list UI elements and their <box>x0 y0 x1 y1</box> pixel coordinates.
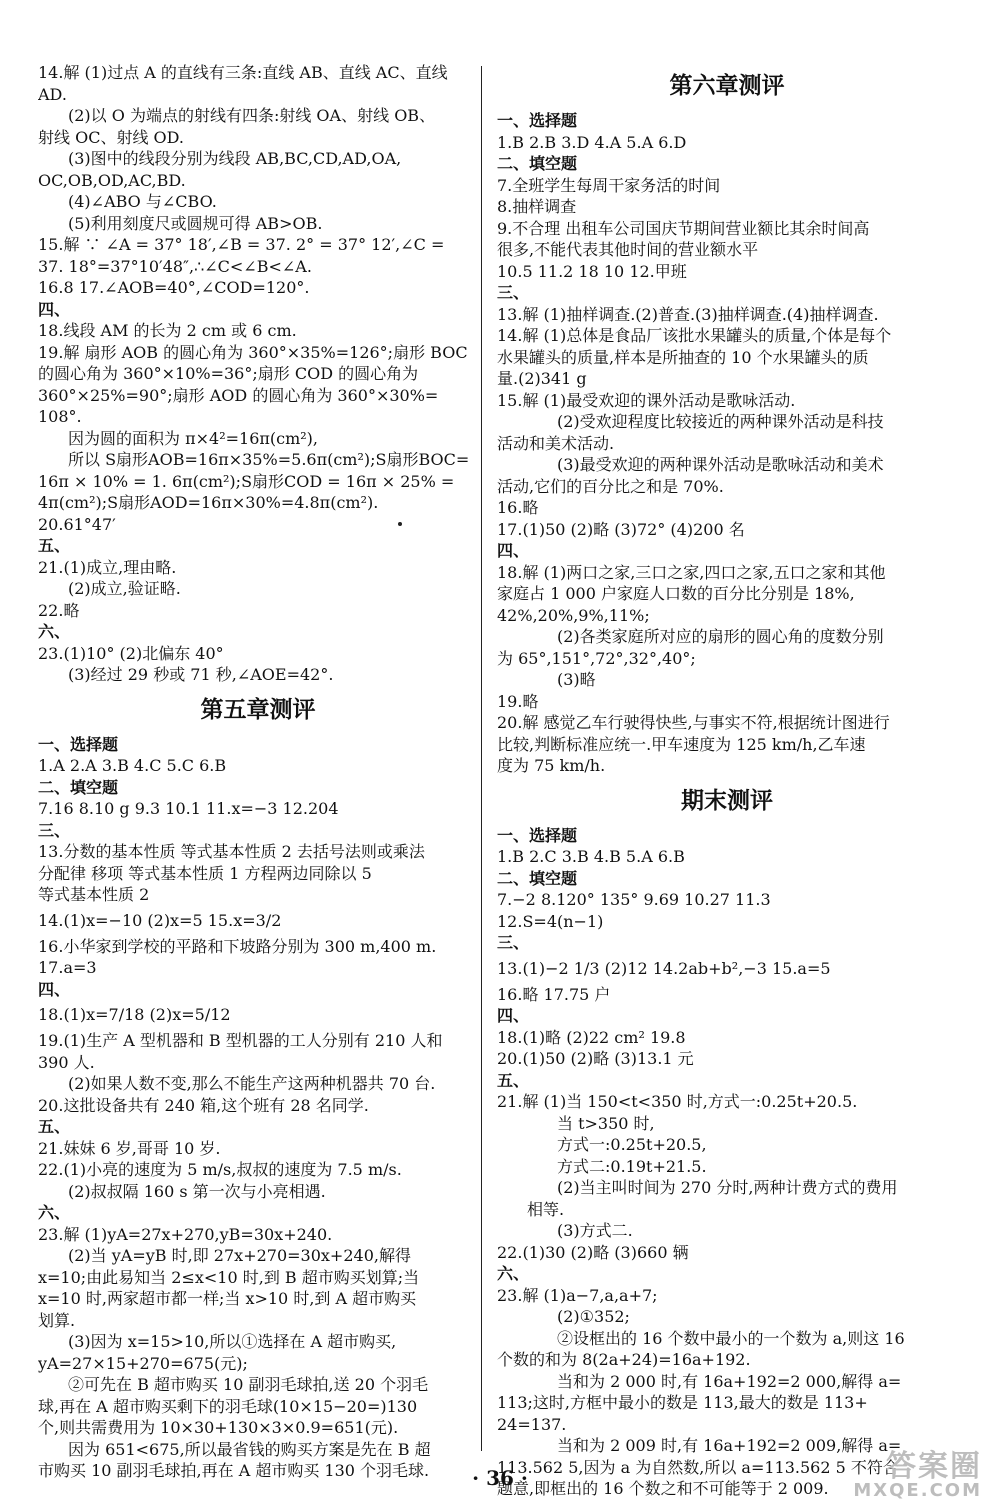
answer-line: 21.妹妹 6 岁,哥哥 10 岁. <box>38 1138 221 1158</box>
answer-line: 16.8 17.∠AOB=40°,∠COD=120°. <box>38 278 310 297</box>
answer-line: 24=137. <box>497 1414 567 1434</box>
answer-line: 7.−2 8.120° 135° 9.69 10.27 11.3 <box>497 890 771 909</box>
answer-line: 23.解 (1)a−7,a,a+7; <box>497 1285 658 1305</box>
answer-line: 23.(1)10° (2)北偏东 40° <box>38 643 224 663</box>
answer-line: (3)方式二. <box>557 1221 633 1240</box>
section-heading: 三、 <box>38 820 71 840</box>
answer-line: (3)因为 x=15>10,所以①选择在 A 超市购买, <box>68 1332 397 1351</box>
section-heading: 五、 <box>38 536 71 555</box>
watermark-logo <box>822 1449 982 1501</box>
answer-line: 1.B 2.B 3.D 4.A 5.A 6.D <box>497 132 687 152</box>
answer-line: (2)叔叔隔 160 s 第一次与小亮相遇. <box>68 1181 326 1201</box>
answer-line: 16.小华家到学校的平路和下坡路分别为 300 m,400 m. <box>38 936 437 956</box>
answer-line: (3)图中的线段分别为线段 AB,BC,CD,AD,OA, <box>68 149 402 168</box>
answer-line: (3)最受欢迎的两种课外活动是歌咏活动和美术 <box>557 455 884 474</box>
answer-line: 当 t>350 时, <box>557 1113 655 1133</box>
section-heading: 六、 <box>38 1203 71 1222</box>
answer-line: 7.16 8.10 g 9.3 10.1 11.x=−3 12.204 <box>38 799 339 818</box>
section-heading: 三、 <box>497 283 530 302</box>
answer-line: ②可先在 B 超市购买 10 副羽毛球拍,送 20 个羽毛 <box>68 1375 429 1394</box>
answer-line: 比较,判断标准应统一.甲车速度为 125 km/h,乙车速 <box>497 734 866 754</box>
answer-line: 度为 75 km/h. <box>497 756 606 775</box>
answer-line: 113;这时,方框中最小的数是 113,最大的数是 113+ <box>497 1393 868 1412</box>
answer-line: 37. 18°=37°10′48″,∴∠C<∠B<∠A. <box>38 256 312 276</box>
answer-line: 20.61°47′ <box>38 514 116 534</box>
answer-line: 1.B 2.C 3.B 4.B 5.A 6.B <box>497 847 685 866</box>
answer-line: 15.解 ∵ ∠A = 37° 18′,∠B = 37. 2° = 37° 12′,∠C = <box>38 235 445 254</box>
left-column <box>38 62 478 1482</box>
answer-line: 19.解 扇形 AOB 的圆心角为 360°×35%=126°;扇形 BOC <box>38 342 468 362</box>
answer-line: 16.略 <box>497 498 539 517</box>
page-number: · 36 · <box>472 1466 528 1490</box>
answer-line: (2)①352; <box>557 1307 630 1326</box>
answer-line: 21.解 (1)当 150<t<350 时,方式一:0.25t+20.5. <box>497 1092 858 1111</box>
column-divider <box>481 66 482 1451</box>
answer-line: ②设框出的 16 个数中最小的一个数为 a,则这 16 <box>557 1328 905 1348</box>
answer-line: (2)受欢迎程度比较接近的两种课外活动是科技 <box>557 412 884 431</box>
answer-line: 所以 S扇形AOB=16π×35%=5.6π(cm²);S扇形BOC= <box>68 450 470 469</box>
answer-line: 因为 651<675,所以最省钱的购买方案是先在 B 超 <box>68 1439 431 1459</box>
chapter-title: 第六章测评 <box>669 73 785 99</box>
answer-line: 水果罐头的质量,样本是所抽查的 10 个水果罐头的质 <box>497 347 869 367</box>
watermark-line2: MXQE.COM <box>853 1480 982 1501</box>
answer-line: 23.解 (1)yA=27x+270,yB=30x+240. <box>38 1224 333 1244</box>
section-heading: 二、填空题 <box>497 154 578 173</box>
section-heading: 二、填空题 <box>497 868 578 888</box>
section-heading: 四、 <box>38 299 71 319</box>
answer-line: 分配律 移项 等式基本性质 1 方程两边同除以 5 <box>38 863 372 883</box>
answer-line: 为 65°,151°,72°,32°,40°; <box>497 648 696 668</box>
answer-line: 10.5 11.2 18 10 12.甲班 <box>497 261 687 281</box>
answer-line: 活动和美术活动. <box>497 433 615 453</box>
answer-line: 360°×25%=90°;扇形 AOD 的圆心角为 360°×30%= <box>38 385 439 405</box>
section-heading: 一、选择题 <box>38 734 119 754</box>
section-heading: 五、 <box>38 1117 71 1136</box>
answer-line: 18.线段 AM 的长为 2 cm 或 6 cm. <box>38 321 297 340</box>
answer-line: 13.解 (1)抽样调查.(2)普查.(3)抽样调查.(4)抽样调查. <box>497 304 879 324</box>
answer-line: 390 人. <box>38 1052 95 1072</box>
answer-line: 17.a=3 <box>38 958 97 977</box>
answer-line: 19.(1)生产 A 型机器和 B 型机器的工人分别有 210 人和 <box>38 1031 443 1050</box>
answer-line: 等式基本性质 2 <box>38 885 150 904</box>
answer-line: 18.(1)x=7/18 (2)x=5/12 <box>38 1005 231 1024</box>
section-heading: 六、 <box>38 622 71 641</box>
answer-line: 42%,20%,9%,11%; <box>497 605 650 625</box>
answer-line: 14.解 (1)总体是食品厂该批水果罐头的质量,个体是每个 <box>497 326 892 345</box>
answer-line: 9.不合理 出租车公司国庆节期间营业额比其余时间高 <box>497 218 870 238</box>
answer-line: x=10;由此易知当 2≤x<10 时,到 B 超市购买划算;当 <box>38 1267 420 1287</box>
answer-line: 方式二:0.19t+21.5. <box>557 1156 707 1176</box>
chapter-title: 期末测评 <box>681 787 773 814</box>
answer-line: (2)各类家庭所对应的扇形的圆心角的度数分别 <box>557 627 884 646</box>
answer-line: 家庭占 1 000 户家庭人口数的百分比分别是 18%, <box>497 584 855 603</box>
chapter-title: 第五章测评 <box>200 696 316 723</box>
answer-line: 4π(cm²);S扇形AOD=16π×30%=4.8π(cm²). <box>38 493 379 512</box>
answer-line: 21.(1)成立,理由略. <box>38 557 177 577</box>
answer-line: 射线 OC、射线 OD. <box>38 127 184 147</box>
answer-line: 个数的和为 8(2a+24)=16a+192. <box>497 1350 751 1369</box>
answer-line: x=10 时,两家超市都一样;当 x>10 时,到 A 超市购买 <box>38 1289 417 1308</box>
answer-line: 22.略 <box>38 600 80 620</box>
answer-line: 14.(1)x=−10 (2)x=5 15.x=3/2 <box>38 910 282 930</box>
answer-line: (3)略 <box>557 670 596 689</box>
answer-line: 划算. <box>38 1310 76 1330</box>
answer-line: 22.(1)小亮的速度为 5 m/s,叔叔的速度为 7.5 m/s. <box>38 1160 402 1179</box>
answer-line: 1.A 2.A 3.B 4.C 5.C 6.B <box>38 756 227 775</box>
answer-line: yA=27×15+270=675(元); <box>38 1353 248 1373</box>
answer-line: 量.(2)341 g <box>497 369 587 388</box>
answer-line: 市购买 10 副羽毛球拍,再在 A 超市购买 130 个羽毛球. <box>38 1461 430 1480</box>
answer-line: 18.(1)略 (2)22 cm² 19.8 <box>497 1027 686 1047</box>
answer-line: 14.解 (1)过点 A 的直线有三条:直线 AB、直线 AC、直线 <box>38 63 448 82</box>
answer-line: 19.略 <box>497 691 539 711</box>
answer-line: (2)成立,验证略. <box>68 579 181 598</box>
answer-line: 113.562 5,因为 a 为自然数,所以 a=113.562 5 不符合 <box>497 1457 899 1477</box>
answer-line: 当和为 2 000 时,有 16a+192=2 000,解得 a= <box>557 1371 902 1391</box>
answer-line: (4)∠ABO 与∠CBO. <box>68 192 217 211</box>
right-column <box>497 62 957 1500</box>
section-heading: 四、 <box>38 979 71 999</box>
stray-dot <box>398 522 402 526</box>
answer-line: 7.全班学生每周干家务活的时间 <box>497 175 721 195</box>
answer-line: OC,OB,OD,AC,BD. <box>38 170 186 190</box>
answer-line: 16π × 10% = 1. 6π(cm²);S扇形COD = 16π × 25% = <box>38 471 455 491</box>
section-heading: 四、 <box>497 541 530 560</box>
answer-line: 17.(1)50 (2)略 (3)72° (4)200 名 <box>497 519 745 539</box>
answer-line: 20.这批设备共有 240 箱,这个班有 28 名同学. <box>38 1095 369 1115</box>
section-heading: 五、 <box>497 1070 530 1090</box>
section-heading: 二、填空题 <box>38 777 119 797</box>
section-heading: 一、选择题 <box>497 111 578 130</box>
answer-line: (2)当主叫时间为 270 分时,两种计费方式的费用 <box>557 1178 898 1197</box>
answer-line: 13.分数的基本性质 等式基本性质 2 去括号法则或乘法 <box>38 842 425 861</box>
answer-line: 很多,不能代表其他时间的营业额水平 <box>497 240 759 259</box>
watermark-line1: 答案圈 <box>886 1449 982 1484</box>
answer-line: 12.S=4(n−1) <box>497 911 604 931</box>
section-heading: 三、 <box>497 933 530 952</box>
section-heading: 四、 <box>497 1006 530 1025</box>
answer-line: 15.解 (1)最受欢迎的课外活动是歌咏活动. <box>497 390 796 410</box>
answer-line: 8.抽样调查 <box>497 197 577 216</box>
answer-line: (2)以 O 为端点的射线有四条:射线 OA、射线 OB、 <box>68 106 436 125</box>
answer-line: 18.解 (1)两口之家,三口之家,四口之家,五口之家和其他 <box>497 562 886 582</box>
answer-line: 因为圆的面积为 π×4²=16π(cm²), <box>68 428 319 448</box>
answer-line: 20.解 感觉乙车行驶得快些,与事实不符,根据统计图进行 <box>497 713 890 732</box>
answer-line: 20.(1)50 (2)略 (3)13.1 元 <box>497 1049 694 1068</box>
answer-line: 当和为 2 009 时,有 16a+192=2 009,解得 a= <box>557 1436 902 1455</box>
answer-line: (5)利用刻度尺或圆规可得 AB>OB. <box>68 213 323 233</box>
answer-line: 题意,即框出的 16 个数之和不可能等于 2 009. <box>497 1479 829 1498</box>
answer-line: 22.(1)30 (2)略 (3)660 辆 <box>497 1242 689 1262</box>
section-heading: 一、选择题 <box>497 825 578 845</box>
answer-line: 的圆心角为 360°×10%=36°;扇形 COD 的圆心角为 <box>38 364 419 383</box>
answer-line: 相等. <box>527 1199 565 1219</box>
answer-line: 球,再在 A 超市购买剩下的羽毛球(10×15−20=)130 <box>38 1396 418 1416</box>
answer-line: 活动,它们的百分比之和是 70%. <box>497 476 724 496</box>
answer-line: AD. <box>38 84 67 104</box>
section-heading: 六、 <box>497 1264 530 1283</box>
answer-line: 方式一:0.25t+20.5, <box>557 1135 707 1154</box>
answer-line: 16.略 17.75 户 <box>497 984 611 1004</box>
answer-line: 个,则共需费用为 10×30+130×3×0.9=651(元). <box>38 1418 399 1437</box>
answer-line: (2)当 yA=yB 时,即 27x+270=30x+240,解得 <box>68 1246 411 1265</box>
answer-line: 108°. <box>38 407 82 426</box>
answer-line: (3)经过 29 秒或 71 秒,∠AOE=42°. <box>68 665 334 684</box>
answer-line: (2)如果人数不变,那么不能生产这两种机器共 70 台. <box>68 1074 436 1093</box>
answer-line: 13.(1)−2 1/3 (2)12 14.2ab+b²,−3 15.a=5 <box>497 958 831 978</box>
